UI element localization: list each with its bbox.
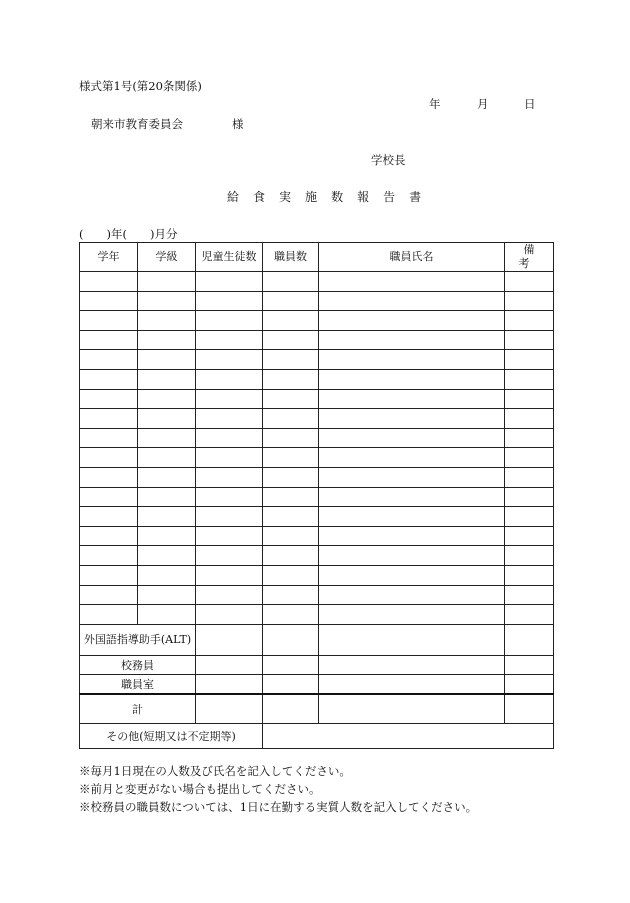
table-row bbox=[80, 605, 554, 625]
table-row bbox=[80, 448, 554, 468]
table-row bbox=[80, 507, 554, 527]
table-cell[interactable] bbox=[80, 272, 138, 292]
table-cell[interactable] bbox=[196, 655, 263, 674]
table-cell[interactable] bbox=[263, 311, 319, 331]
table-cell[interactable] bbox=[319, 330, 505, 350]
table-cell[interactable] bbox=[138, 467, 196, 487]
table-cell[interactable] bbox=[319, 694, 505, 724]
document-title bbox=[227, 188, 421, 205]
principal-label: 学校長 bbox=[371, 153, 406, 167]
table-cell[interactable] bbox=[138, 389, 196, 409]
table-cell[interactable] bbox=[319, 467, 505, 487]
table-cell[interactable] bbox=[80, 605, 138, 625]
recipient-name: 朝来市教育委員会 bbox=[91, 117, 183, 131]
table-cell[interactable] bbox=[263, 694, 319, 724]
table-cell[interactable] bbox=[319, 448, 505, 468]
total-label: 計 bbox=[80, 694, 196, 724]
table-cell[interactable] bbox=[138, 526, 196, 546]
form-number: 様式第1号(第20条関係) bbox=[79, 79, 202, 93]
table-cell[interactable] bbox=[80, 409, 138, 429]
date-month-label: 月 bbox=[477, 97, 489, 111]
table-cell[interactable] bbox=[196, 409, 263, 429]
table-row bbox=[80, 409, 554, 429]
table-cell[interactable] bbox=[319, 389, 505, 409]
table-cell[interactable] bbox=[505, 350, 554, 370]
table-cell[interactable] bbox=[263, 605, 319, 625]
table-cell[interactable] bbox=[138, 546, 196, 566]
alt-label: 外国語指導助手(ALT) bbox=[80, 624, 196, 655]
table-cell[interactable] bbox=[80, 546, 138, 566]
table-row bbox=[80, 311, 554, 331]
other-row bbox=[80, 723, 554, 748]
table-cell[interactable] bbox=[319, 428, 505, 448]
table-cell[interactable] bbox=[138, 605, 196, 625]
table-cell[interactable] bbox=[196, 291, 263, 311]
table-cell[interactable] bbox=[138, 507, 196, 527]
table-cell[interactable] bbox=[263, 350, 319, 370]
table-cell[interactable] bbox=[263, 389, 319, 409]
table-cell[interactable] bbox=[138, 565, 196, 585]
header-grade: 学年 bbox=[80, 243, 138, 272]
table-cell[interactable] bbox=[319, 585, 505, 605]
table-cell[interactable] bbox=[505, 526, 554, 546]
title-char: 実 bbox=[279, 190, 292, 204]
clerk-label: 校務員 bbox=[80, 655, 196, 674]
table-cell[interactable] bbox=[505, 605, 554, 625]
table-cell[interactable] bbox=[319, 409, 505, 429]
table-cell[interactable] bbox=[319, 369, 505, 389]
table-cell[interactable] bbox=[263, 428, 319, 448]
header-staff-count: 職員数 bbox=[263, 243, 319, 272]
table-cell[interactable] bbox=[319, 605, 505, 625]
table-row bbox=[80, 428, 554, 448]
table-cell[interactable] bbox=[505, 624, 554, 655]
table-cell[interactable] bbox=[196, 624, 263, 655]
table-cell[interactable] bbox=[138, 291, 196, 311]
table-cell[interactable] bbox=[319, 655, 505, 674]
table-cell[interactable] bbox=[263, 565, 319, 585]
staff-room-label: 職員室 bbox=[80, 674, 196, 694]
table-cell[interactable] bbox=[138, 272, 196, 292]
table-cell[interactable] bbox=[505, 311, 554, 331]
table-cell[interactable] bbox=[505, 467, 554, 487]
table-cell[interactable] bbox=[319, 272, 505, 292]
table-cell[interactable] bbox=[80, 526, 138, 546]
table-cell[interactable] bbox=[196, 467, 263, 487]
table-cell[interactable] bbox=[319, 674, 505, 694]
table-row bbox=[80, 585, 554, 605]
table-cell[interactable] bbox=[196, 389, 263, 409]
table-cell[interactable] bbox=[505, 585, 554, 605]
title-char: 報 bbox=[357, 190, 370, 204]
total-row bbox=[80, 694, 554, 724]
table-cell[interactable] bbox=[263, 448, 319, 468]
table-cell[interactable] bbox=[138, 369, 196, 389]
table-cell[interactable] bbox=[505, 694, 554, 724]
table-row bbox=[80, 546, 554, 566]
table-cell[interactable] bbox=[505, 448, 554, 468]
table-cell[interactable] bbox=[80, 369, 138, 389]
table-cell[interactable] bbox=[80, 448, 138, 468]
table-cell[interactable] bbox=[196, 605, 263, 625]
table-cell[interactable] bbox=[319, 291, 505, 311]
table-cell[interactable] bbox=[196, 694, 263, 724]
table-cell[interactable] bbox=[263, 585, 319, 605]
table-cell[interactable] bbox=[505, 330, 554, 350]
title-char: 施 bbox=[305, 190, 318, 204]
table-cell[interactable] bbox=[196, 350, 263, 370]
table-row bbox=[80, 350, 554, 370]
table-cell[interactable] bbox=[263, 507, 319, 527]
table-cell[interactable] bbox=[319, 507, 505, 527]
table-cell[interactable] bbox=[263, 723, 554, 748]
table-cell[interactable] bbox=[505, 409, 554, 429]
table-cell[interactable] bbox=[505, 272, 554, 292]
table-cell[interactable] bbox=[319, 487, 505, 507]
table-cell[interactable] bbox=[505, 655, 554, 674]
table-cell[interactable] bbox=[505, 507, 554, 527]
table-cell[interactable] bbox=[196, 507, 263, 527]
header-staff-names: 職員氏名 bbox=[319, 243, 505, 272]
table-cell[interactable] bbox=[138, 428, 196, 448]
table-cell[interactable] bbox=[505, 291, 554, 311]
table-cell[interactable] bbox=[196, 330, 263, 350]
table-row bbox=[80, 526, 554, 546]
table-cell[interactable] bbox=[80, 565, 138, 585]
table-cell[interactable] bbox=[80, 507, 138, 527]
table-cell[interactable] bbox=[196, 448, 263, 468]
table-row bbox=[80, 389, 554, 409]
table-cell[interactable] bbox=[263, 291, 319, 311]
clerk-row bbox=[80, 655, 554, 674]
table-cell[interactable] bbox=[505, 428, 554, 448]
table-cell[interactable] bbox=[263, 624, 319, 655]
table-cell[interactable] bbox=[263, 487, 319, 507]
table-cell[interactable] bbox=[80, 389, 138, 409]
table-cell[interactable] bbox=[263, 674, 319, 694]
table-cell[interactable] bbox=[80, 428, 138, 448]
table-cell[interactable] bbox=[263, 655, 319, 674]
note-2: ※前月と変更がない場合も提出してください。 bbox=[79, 782, 321, 796]
table-cell[interactable] bbox=[80, 330, 138, 350]
table-cell[interactable] bbox=[319, 624, 505, 655]
table-cell[interactable] bbox=[196, 487, 263, 507]
table-cell[interactable] bbox=[138, 448, 196, 468]
table-cell[interactable] bbox=[263, 467, 319, 487]
table-cell[interactable] bbox=[505, 565, 554, 585]
table-cell[interactable] bbox=[319, 565, 505, 585]
table-cell[interactable] bbox=[196, 369, 263, 389]
header-students: 児童生徒数 bbox=[196, 243, 263, 272]
table-cell[interactable] bbox=[505, 369, 554, 389]
table-cell[interactable] bbox=[196, 526, 263, 546]
date-year-label: 年 bbox=[429, 97, 441, 111]
table-cell[interactable] bbox=[319, 546, 505, 566]
table-cell[interactable] bbox=[505, 674, 554, 694]
table-cell[interactable] bbox=[138, 409, 196, 429]
table-cell[interactable] bbox=[263, 369, 319, 389]
table-cell[interactable] bbox=[138, 330, 196, 350]
table-cell[interactable] bbox=[263, 272, 319, 292]
table-cell[interactable] bbox=[319, 350, 505, 370]
table-cell[interactable] bbox=[505, 546, 554, 566]
table-cell[interactable] bbox=[80, 350, 138, 370]
table-cell[interactable] bbox=[196, 565, 263, 585]
table-cell[interactable] bbox=[138, 350, 196, 370]
table-row bbox=[80, 467, 554, 487]
title-char: 書 bbox=[409, 190, 422, 204]
table-cell[interactable] bbox=[263, 526, 319, 546]
note-3: ※校務員の職員数については、1日に在勤する実質人数を記入してください。 bbox=[79, 800, 478, 814]
table-cell[interactable] bbox=[263, 409, 319, 429]
table-cell[interactable] bbox=[138, 585, 196, 605]
table-cell[interactable] bbox=[196, 546, 263, 566]
table-cell[interactable] bbox=[138, 487, 196, 507]
header-remarks: 備 考 bbox=[505, 243, 554, 272]
title-char: 給 bbox=[227, 190, 240, 204]
alt-row bbox=[80, 624, 554, 655]
table-row bbox=[80, 291, 554, 311]
other-label: その他(短期又は不定期等) bbox=[80, 723, 263, 748]
table-cell[interactable] bbox=[196, 585, 263, 605]
table-row bbox=[80, 565, 554, 585]
table-cell[interactable] bbox=[80, 467, 138, 487]
table-cell[interactable] bbox=[196, 674, 263, 694]
table-cell[interactable] bbox=[319, 311, 505, 331]
table-cell[interactable] bbox=[263, 546, 319, 566]
title-char: 食 bbox=[253, 190, 266, 204]
note-1: ※毎月1日現在の人数及び氏名を記入してください。 bbox=[79, 764, 351, 778]
table-cell[interactable] bbox=[319, 526, 505, 546]
table-cell[interactable] bbox=[196, 272, 263, 292]
staff-room-row bbox=[80, 674, 554, 694]
table-cell[interactable] bbox=[80, 487, 138, 507]
table-cell[interactable] bbox=[505, 389, 554, 409]
table-row bbox=[80, 330, 554, 350]
table-cell[interactable] bbox=[80, 585, 138, 605]
table-row bbox=[80, 487, 554, 507]
report-table bbox=[79, 242, 554, 749]
table-row bbox=[80, 369, 554, 389]
table-cell[interactable] bbox=[80, 291, 138, 311]
table-cell[interactable] bbox=[196, 311, 263, 331]
recipient-honorific: 様 bbox=[232, 117, 244, 131]
table-cell[interactable] bbox=[138, 311, 196, 331]
title-char: 告 bbox=[383, 190, 396, 204]
date-day-label: 日 bbox=[524, 97, 536, 111]
period-label: ( )年( )月分 bbox=[79, 227, 178, 241]
header-class: 学級 bbox=[138, 243, 196, 272]
table-cell[interactable] bbox=[196, 428, 263, 448]
table-cell[interactable] bbox=[505, 487, 554, 507]
table-header-row bbox=[80, 243, 554, 272]
title-char: 数 bbox=[331, 190, 344, 204]
table-cell[interactable] bbox=[80, 311, 138, 331]
table-cell[interactable] bbox=[263, 330, 319, 350]
table-row bbox=[80, 272, 554, 292]
